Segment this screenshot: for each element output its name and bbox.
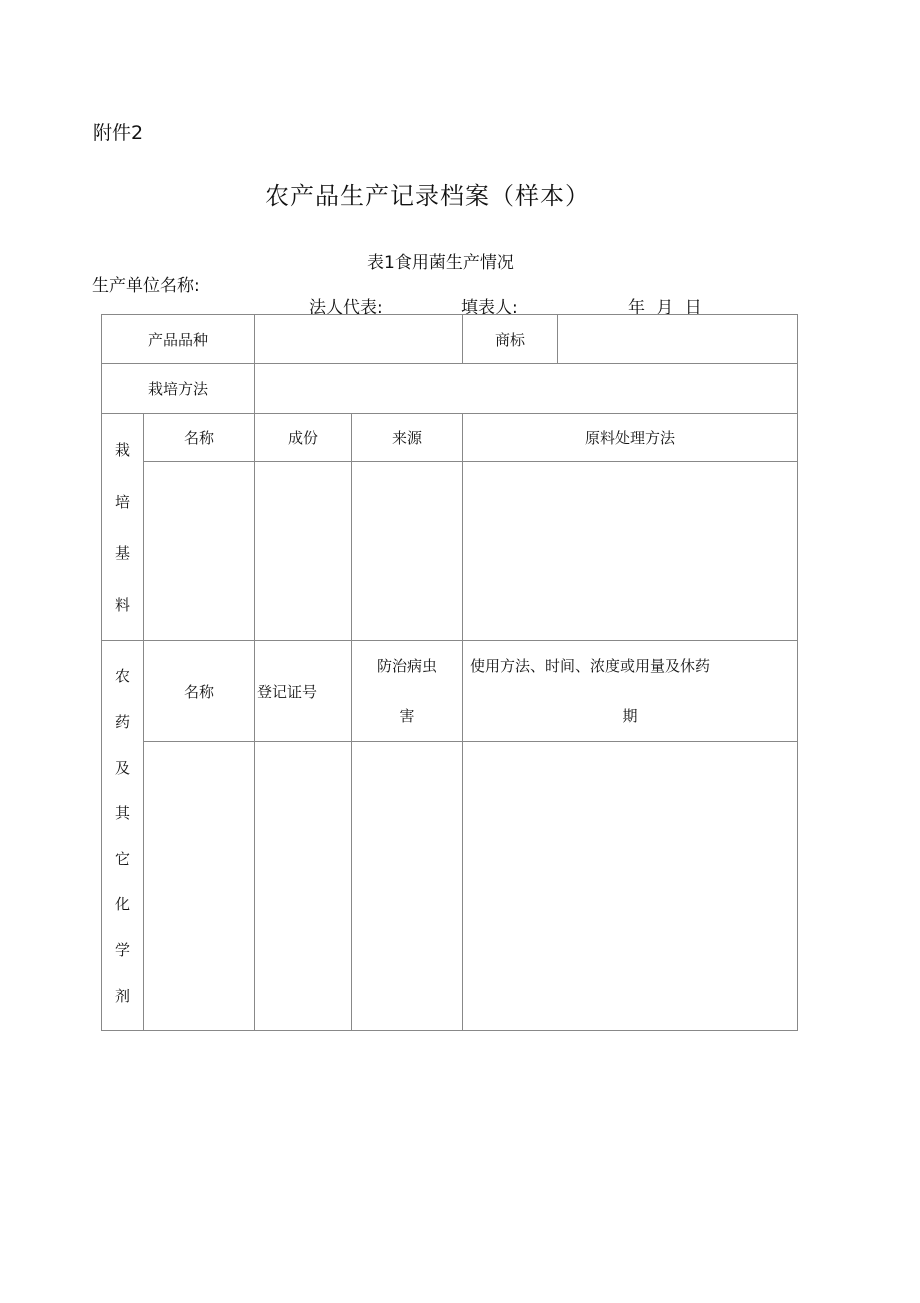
trademark-value[interactable]: [558, 315, 798, 364]
substrate-name-cell[interactable]: [144, 462, 255, 641]
vertical-char: 其: [114, 804, 130, 823]
pesticide-target-pests-cell[interactable]: [352, 742, 463, 1031]
pesticide-col-registration: 登记证号: [255, 641, 352, 742]
substrate-section-label: [102, 414, 144, 641]
legal-rep-label: 法人代表:: [309, 298, 383, 318]
vertical-char: 剂: [114, 986, 130, 1005]
document-title: 农产品生产记录档案（样本）: [265, 182, 590, 210]
substrate-composition-cell[interactable]: [255, 462, 352, 641]
date-label: 年 月 日: [628, 298, 702, 318]
pesticide-section-label: [102, 641, 144, 1031]
pesticide-col-target-pests: [352, 641, 463, 742]
pesticide-col-name: 名称: [144, 641, 255, 742]
substrate-col-processing: 原料处理方法: [463, 414, 798, 462]
table-subtitle: 表1食用菌生产情况: [367, 253, 514, 273]
vertical-char: 及: [114, 758, 130, 777]
pesticide-col-usage-line2: 期: [622, 707, 638, 725]
vertical-char: 药: [114, 712, 130, 731]
pesticide-name-cell[interactable]: [144, 742, 255, 1031]
form-filler-label: 填表人:: [461, 298, 518, 318]
vertical-char: 基: [114, 544, 130, 563]
pesticide-col-target-pests-line1: 防治病虫: [377, 657, 438, 675]
substrate-processing-cell[interactable]: [463, 462, 798, 641]
pesticide-col-usage: [463, 641, 798, 742]
substrate-col-name: 名称: [144, 414, 255, 462]
pesticide-col-target-pests-line2: 害: [399, 707, 415, 725]
product-variety-value[interactable]: [255, 315, 463, 364]
vertical-char: 农: [114, 667, 130, 686]
trademark-label: 商标: [463, 315, 558, 364]
pesticide-registration-cell[interactable]: [255, 742, 352, 1031]
pesticide-usage-cell[interactable]: [463, 742, 798, 1031]
cultivation-method-value[interactable]: [255, 364, 798, 414]
substrate-col-source: 来源: [352, 414, 463, 462]
substrate-col-composition: 成份: [255, 414, 352, 462]
production-record-table: [101, 314, 798, 1031]
attachment-label: 附件2: [93, 122, 144, 144]
cultivation-method-label: 栽培方法: [102, 364, 255, 414]
vertical-char: 栽: [114, 441, 130, 460]
product-variety-label: 产品品种: [102, 315, 255, 364]
vertical-char: 化: [114, 895, 130, 914]
producer-unit-label: 生产单位名称:: [92, 276, 200, 296]
vertical-char: 料: [114, 595, 130, 614]
pesticide-col-usage-line1: 使用方法、时间、浓度或用量及休药: [470, 657, 711, 675]
vertical-char: 培: [114, 492, 130, 511]
vertical-char: 它: [114, 849, 130, 868]
substrate-source-cell[interactable]: [352, 462, 463, 641]
vertical-char: 学: [114, 941, 130, 960]
